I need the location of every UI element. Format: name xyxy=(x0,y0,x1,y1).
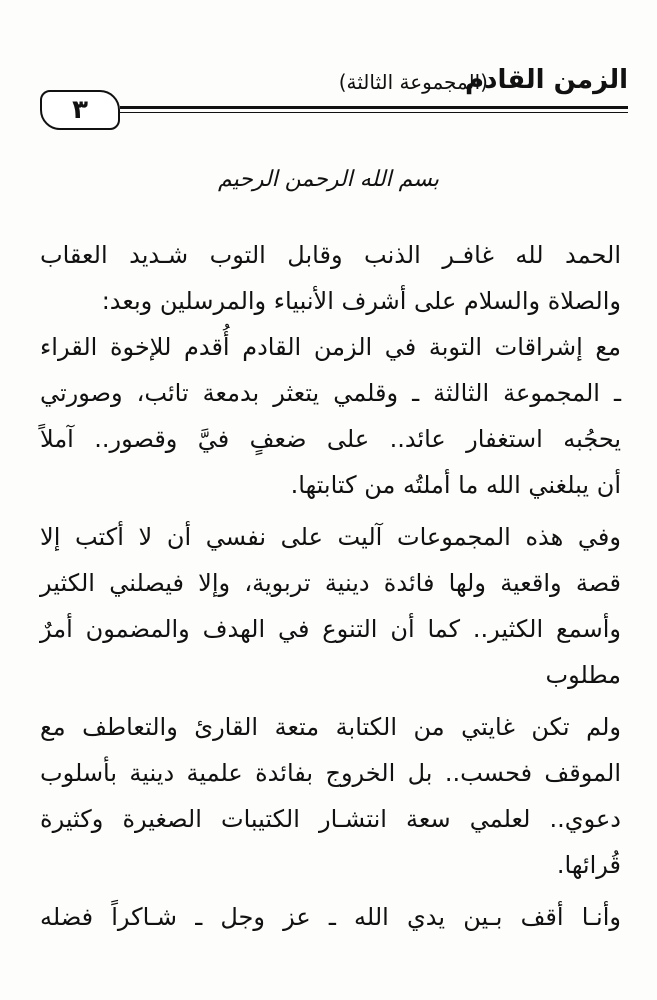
book-title: الزمن القادم xyxy=(465,65,628,95)
header-rule-thin xyxy=(120,112,628,113)
body-text xyxy=(40,232,621,940)
text-line: ـ المجموعة الثالثة ـ وقلمي يتعثر بدمعة تائب، وصورتي xyxy=(40,379,621,407)
page-number: ٣ xyxy=(72,95,88,125)
text-line: والصلاة والسلام على أشرف الأنبياء والمرسلين وبعد: xyxy=(101,287,621,315)
text-line: دعوي.. لعلمي سعة انتشـار الكتيبات الصغيرة وكثيرة xyxy=(40,805,621,833)
paragraph xyxy=(40,704,621,888)
text-line: الموقف فحسب.. بل الخروج بفائدة علمية دينية بأسلوب xyxy=(40,759,621,787)
book-subtitle: (المجموعة الثالثة) xyxy=(338,70,488,94)
text-line: وأسمع الكثير.. كما أن التنوع في الهدف والمضمون أمرٌ xyxy=(40,615,621,643)
text-line: ولم تكن غايتي من الكتابة متعة القارئ والتعاطف مع xyxy=(40,713,621,741)
paragraph xyxy=(40,232,621,324)
text-line: مع إشراقات التوبة في الزمن القادم أُقدم للإخوة القراء xyxy=(40,333,621,361)
text-line: وفي هذه المجموعات آليت على نفسي أن لا أكتب إلا xyxy=(40,523,621,551)
page-number-frame xyxy=(40,90,120,130)
text-line: أن يبلغني الله ما أملتُه من كتابتها. xyxy=(290,471,621,499)
header-rule xyxy=(120,106,628,109)
text-line: وأنـا أقف بـين يدي الله ـ عز وجل ـ شـاكراً فضله xyxy=(40,903,621,931)
text-line: مطلوب xyxy=(545,661,621,689)
basmala: بسم الله الرحمن الرحيم xyxy=(217,167,440,192)
text-line: يحجُبه استغفار عائد.. على ضعفٍ فيَّ وقصور.. آملاً xyxy=(40,425,621,453)
paragraph xyxy=(40,324,621,508)
paragraph xyxy=(40,514,621,698)
text-line: قُرائها. xyxy=(556,851,621,879)
paragraph xyxy=(40,894,621,940)
text-line: الحمد لله غافـر الذنب وقابل التوب شـديد العقاب xyxy=(40,241,621,269)
text-line: قصة واقعية ولها فائدة دينية تربوية، وإلا فيصلني الكثير xyxy=(40,569,621,597)
page-header xyxy=(40,62,628,132)
